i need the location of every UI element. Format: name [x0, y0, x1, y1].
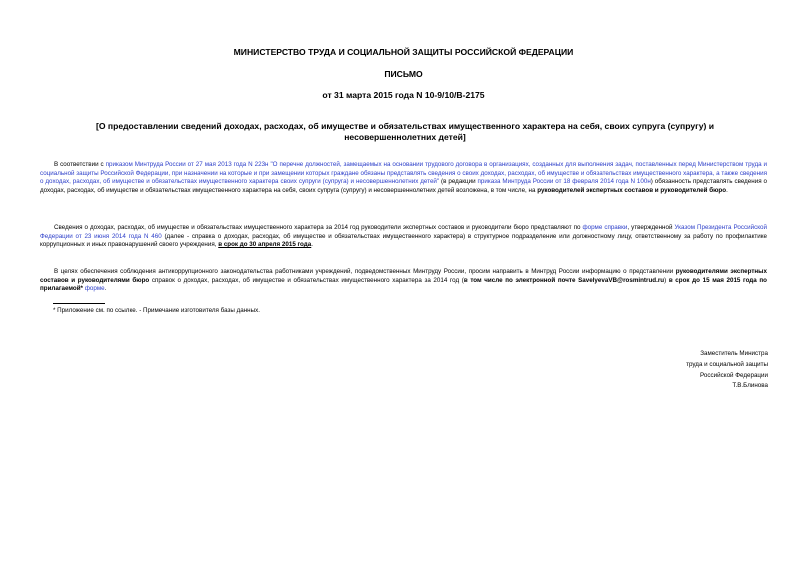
footnote: * Приложение см. по ссылке. - Примечание изготовителя базы данных. — [53, 307, 260, 314]
p2-text-1: Сведения о доходах, расходах, об имуществе и обязательствах имущественного характера за 2014 год руководители экспертных составов и руководители бюро представляют по — [54, 224, 583, 231]
signature-name: Т.В.Блинова — [732, 382, 768, 390]
p3-text-1: В целях обеспечения соблюдения антикоррупционного законодательства работниками учреждений, подведомственных Минтруду России, просим направить в Минтруд России информацию о представлении — [54, 268, 676, 275]
p3-text-3: ) — [664, 276, 669, 284]
paragraph-1 — [40, 161, 767, 196]
ministry-heading: МИНИСТЕРСТВО ТРУДА И СОЦИАЛЬНОЙ ЗАЩИТЫ РОССИЙСКОЙ ФЕДЕРАЦИИ — [233, 47, 574, 57]
p3-bold-1: руководителями экспертных составов и руководителями бюро — [40, 268, 767, 284]
signature-block — [686, 349, 768, 392]
link-order-100n[interactable]: приказа Минтруда России от 18 февраля 2014 года N 100н — [477, 178, 651, 186]
p3-text-5: . — [104, 285, 107, 293]
link-attached-form[interactable]: форме — [84, 285, 105, 293]
p3-bold-email: в том числе по электронной почте SavelyevaVB@rosmintrud.ru — [463, 276, 665, 284]
date-number: от 31 марта 2015 года N 10-9/10/В-2175 — [322, 90, 485, 100]
p1-text-2: (в редакции — [439, 178, 478, 186]
p2-text-4: . — [311, 241, 313, 249]
p1-bold-1: руководителей экспертных составов и руководителей бюро — [537, 187, 727, 195]
p3-text-2: справок о доходах, расходах, об имуществе и обязательствах имущественного характера за 2014 год ( — [149, 276, 464, 284]
p1-text-1: В соответствии с — [54, 161, 106, 168]
link-decree-460[interactable]: Указом Президента Российской Федерации от 23 июня 2014 года N 460 — [40, 224, 767, 240]
p1-text-4: . — [726, 187, 728, 195]
link-certificate-form[interactable]: форме справки — [582, 224, 628, 231]
document-subject: [О предоставлении сведений доходах, расходах, об имуществе и обязательствах имущественного характера на себя, своих супруга (супругу) и несовершеннолетних детей] — [95, 121, 715, 142]
signature-line-2: труда и социальной защиты — [686, 360, 768, 368]
p2-text-3: (далее - справка о доходах, расходах, об имуществе и обязательствах имущественного характера) в структурное подразделение или должностному лицу, ответственному за работу по профилактике коррупционных и иных правонарушений своего учреждения, — [40, 232, 768, 249]
signature-line-1: Заместитель Министра — [700, 350, 768, 357]
link-order-223n[interactable]: приказом Минтруда России от 27 мая 2013 года N 223н "О перечне должностей, замещаемых на основании трудового договора в организациях, созданных для выполнения задач, поставленных перед Министерством труда и социальной защиты Российской Федерации, при назначении на которые и при замещении которых граждане обязаны представлять сведения о своих доходах, расходах, об имуществе и обязательствах имущественного характера, а также сведения о доходах, расходах, об имуществе и обязательствах имущественного характера своих супруги (супруга) и несовершеннолетних детей" — [40, 161, 767, 186]
paragraph-3 — [40, 268, 767, 294]
footnote-divider — [53, 303, 105, 304]
p3-bold-deadline: в срок до 15 мая 2015 года по прилагаемой* — [40, 276, 767, 293]
p1-text-3: ) обязанность представлять сведения о доходах, расходах, об имуществе и обязательствах имущественного характера на себя, своих супруга (супругу) и несовершеннолетних детей возложена, в том числе, на — [40, 178, 767, 195]
signature-line-3: Российской Федерации — [700, 371, 768, 379]
p2-deadline: в срок до 30 апреля 2015 года — [218, 241, 312, 249]
document-type: ПИСЬМО — [384, 69, 423, 79]
p2-text-2: , утвержденной — [627, 224, 675, 231]
paragraph-2 — [40, 224, 767, 250]
